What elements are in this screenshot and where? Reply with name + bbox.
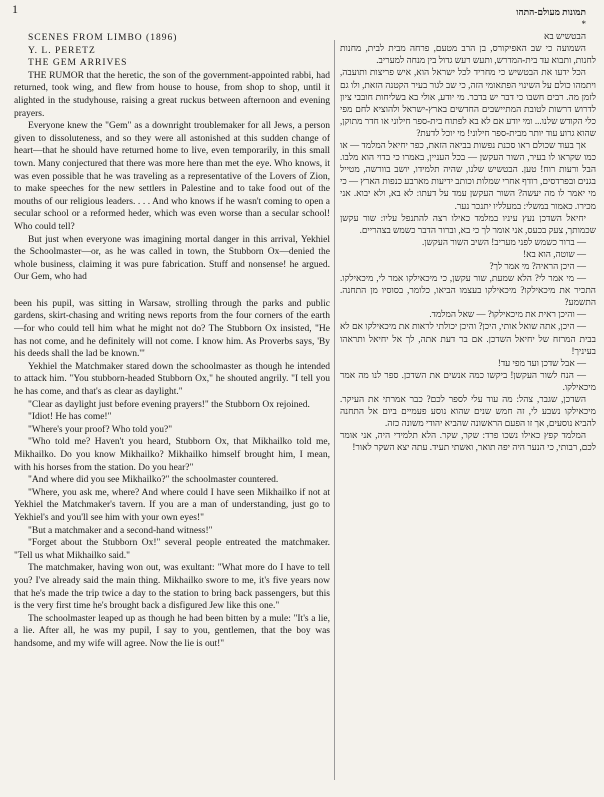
hebrew-paragraph: — שוטה, הוא בא! xyxy=(523,248,586,259)
paragraph: "And where did you see Mikhailko?" the schoolmaster countered. xyxy=(28,475,279,486)
paragraph: "Who told me? Haven't you heard, Stubborn Ox, that Mikhailko told me, Mikhailko. Do you know Mikhailko? Mikhailko himself brought him, I mean, with his horses from the station. Do you hear?" xyxy=(14,437,330,473)
column-divider xyxy=(334,40,335,780)
hebrew-section-heading: הבטשיש בא xyxy=(543,31,586,42)
paragraph: "Idiot! He has come!" xyxy=(28,412,112,423)
paragraph: THE RUMOR that the heretic, the son of the government-appointed rabbi, had returned, took wing, and flew from house to house, from shop to shop, until it alighted in the studyhouse, raising a great ruckus between afternoon and evening prayers. xyxy=(14,70,330,119)
hebrew-paragraph: המלמד קפץ כאילו נשכו פרד: שקר, שקר. הלא תלמידי היה, אני אומר לכם, רבותי, כי הנער היה יפה תואר, ואשתי תעיד. עתה יצא השקר לאור! xyxy=(340,430,596,453)
paragraph: Everyone knew the "Gem" as a downright troublemaker for all Jews, a person given to dissoluteness, and so they were all astonished at this sudden change of heart—that he should have returned home to live, even temporarily, in this small town. Many conjectured that there was more here than met the eye. Who knows, it was even possible that he was traveling as a representative of the Lovers of Zion, to make speeches for the new settlers in Palestine and to take food out of the mouths of our religious leaders. . . . And who knows if he wasn't coming to open a secular school or a reformed heder, which was even worse than a secular school! Who could tell? xyxy=(14,121,330,232)
paragraph: "Forget about the Stubborn Ox!" several people entreated the matchmaker. "Tell us what Mikhailko said." xyxy=(14,538,330,561)
hebrew-paragraph: — היכן הראיה? מי אמר לך? xyxy=(489,260,586,271)
paragraph: "But a matchmaker and a second-hand witness!" xyxy=(28,525,213,536)
paragraph: The matchmaker, having won out, was exultant: "What more do I have to tell you? I've already said the main thing. Mikhailko swore to me, it's five years now that he's made the trip twice a day to the station to bring back passengers, but this is the very first time he's brought back a disfigured Jew like this one." xyxy=(14,563,330,612)
paragraph: "Clear as daylight just before evening prayers!" the Stubborn Ox rejoined. xyxy=(28,399,310,410)
hebrew-paragraph: הכל ידעו את הבטשיש כי מחריד לכל ישראל הוא, איש פריצות ותועבה, ויתמהו כולם על השינוי הפתאומי הזה, כי שב לגור בעיר הקטנה הזאת, ולו גם לזמן מה. רבים חשבו כי דבר יש בדבר. מי יודע, אולי בא בשליחות חובבי ציון לדרוש דרשות לטובת המתיישבים החדשים בארץ-ישראל ולהוציא לחם מפי כלי הקודש שלנו... ומי יודע אם לא בא לפתוח בית-ספר חילוני או חדר מתוקן, שהוא גרוע עוד יותר מבית-ספר חילוני! מי יוכל לדעת? xyxy=(340,67,596,138)
author-name: Y. L. PERETZ xyxy=(28,45,96,56)
paragraph: But just when everyone was imagining mortal danger in this arrival, Yekhiel the Schoolmaster—or, as he was called in town, the Stubborn Ox—denied the whole business, claiming it was pure fabrication. Stuff and nonsense! he argued. Our Gem, who had xyxy=(14,234,330,283)
section-heading: THE GEM ARRIVES xyxy=(28,58,128,69)
english-column xyxy=(14,32,330,792)
paragraph: The schoolmaster leaped up as though he had been bitten by a mule: "It's a lie, a lie. After all, he was my pupil, I say to you, gentlemen, that the boy was handsome, and my wife will agree. Now the lie is out!" xyxy=(14,613,330,649)
hebrew-paragraph: יחיאל השדכן נעץ עיניו במלמד כאילו רצה להתנפל עליו: שור עקשן שכמותך, צעק בכעס, אני אומר לך כי בא, וברור הדבר כשמש בצהריים. xyxy=(340,212,596,235)
paragraph: "Where, you ask me, where? And where could I have seen Mikhailko if not at Yekhiel the Matchmaker's tavern. If you are a man of understanding, just go to Yekhiel's and you'll see him with your own eyes!" xyxy=(14,487,330,523)
hebrew-paragraph: — והיכן ראית את מיכאילקו? — שאל המלמד. xyxy=(429,309,586,320)
paragraph: Yekhiel the Matchmaker stared down the schoolmaster as though he intended to attack him. "You stubborn-headed Stubborn Ox," he shouted angrily. "I tell you he has come, and that's as clear as daylight." xyxy=(14,361,330,398)
hebrew-paragraph: — מי אמר לי? הלא שמעת, שור עקשן, כי מיכאילקו אמר לי, מיכאילקו. התכיר את מיכאילקו? מיכאילקו בעצמו הביאו, כלומר, בסוסיו מן התחנה. התשמע? xyxy=(340,273,596,308)
paragraph: been his pupil, was sitting in Warsaw, strolling through the parks and public gardens, skirt-chasing and writing news reports from the four corners of the earth—for who could tell him what he might not do? The Stubborn Ox insisted, "He has not come, and he definitely will not come. I know him. As Proverbs says, 'By his deeds shall the lad be known.'" xyxy=(14,298,330,360)
hebrew-paragraph: — הנח לשור העקשן! ביקשו כמה אנשים את השדכן. ספר לנו מה אמר מיכאילקו. xyxy=(340,369,596,392)
hebrew-paragraph: השדכן, שגבר, צהל: מה עוד עלי לספר לכם? כבר אמרתי את העיקר. מיכאילקו נשבע לי, זה חמש שנים שהוא נוסע פעמיים ביום אל התחנה להביא נוסעים, אך זו הפעם הראשונה שהביא יהודי משונה כזה. xyxy=(340,394,596,429)
page-number: 1 xyxy=(12,2,18,16)
hebrew-paragraph: — ברור כשמש לפני מעריב! השיב השור העקשן. xyxy=(422,236,586,247)
story-title: SCENES FROM LIMBO (1896) xyxy=(28,33,178,43)
hebrew-paragraph: אך בעוד שכולם ראו סכנת נפשות בביאה הזאת, כפר יחיאל המלמד — או כמו שקראו לו בעיר, השור העקשן — בכל העניין, באמרו כי בדוי הוא מלבו. הבל ורעות רוח! טען. הבטשיש שלנו, שהיה תלמידו, יושב בוורשה, מטייל בגנים ובפרדסים, רודף אחרי שמלות וכותב ידיעות מארבע כנפות הארץ — כי מי יאמר לו מה יעשה? השור העקשן עמד על דעתו: לא בא, ולא יבוא. אני מכירו. כאמור במשלי: במעלליו יתנכר נער. xyxy=(340,140,596,211)
star-ornament: * xyxy=(581,19,586,30)
hebrew-paragraph: — היכן, אתה שואל אותי, היכן? והיכן יכולתי לראות את מיכאילקו אם לא בבית המרזח של יחיאל השדכן. אם בר דעת אתה, לך אל יחיאל ותראהו בעיניך! xyxy=(340,321,596,356)
hebrew-heading: תמונות מעולם-התהו xyxy=(516,7,586,17)
hebrew-column xyxy=(340,6,596,792)
hebrew-paragraph: — אבל שדכן ועד מפי עד! xyxy=(497,357,586,368)
hebrew-paragraph: השמועה כי שב האפיקורס, בן הרב מטעם, פרחה מבית לבית, מחנות לחנות, ותבוא עד בית-המדרש, ותעש רעש גדול בין מנחה למעריב. xyxy=(340,43,596,66)
paragraph: "Where's your proof? Who told you?" xyxy=(28,424,173,435)
